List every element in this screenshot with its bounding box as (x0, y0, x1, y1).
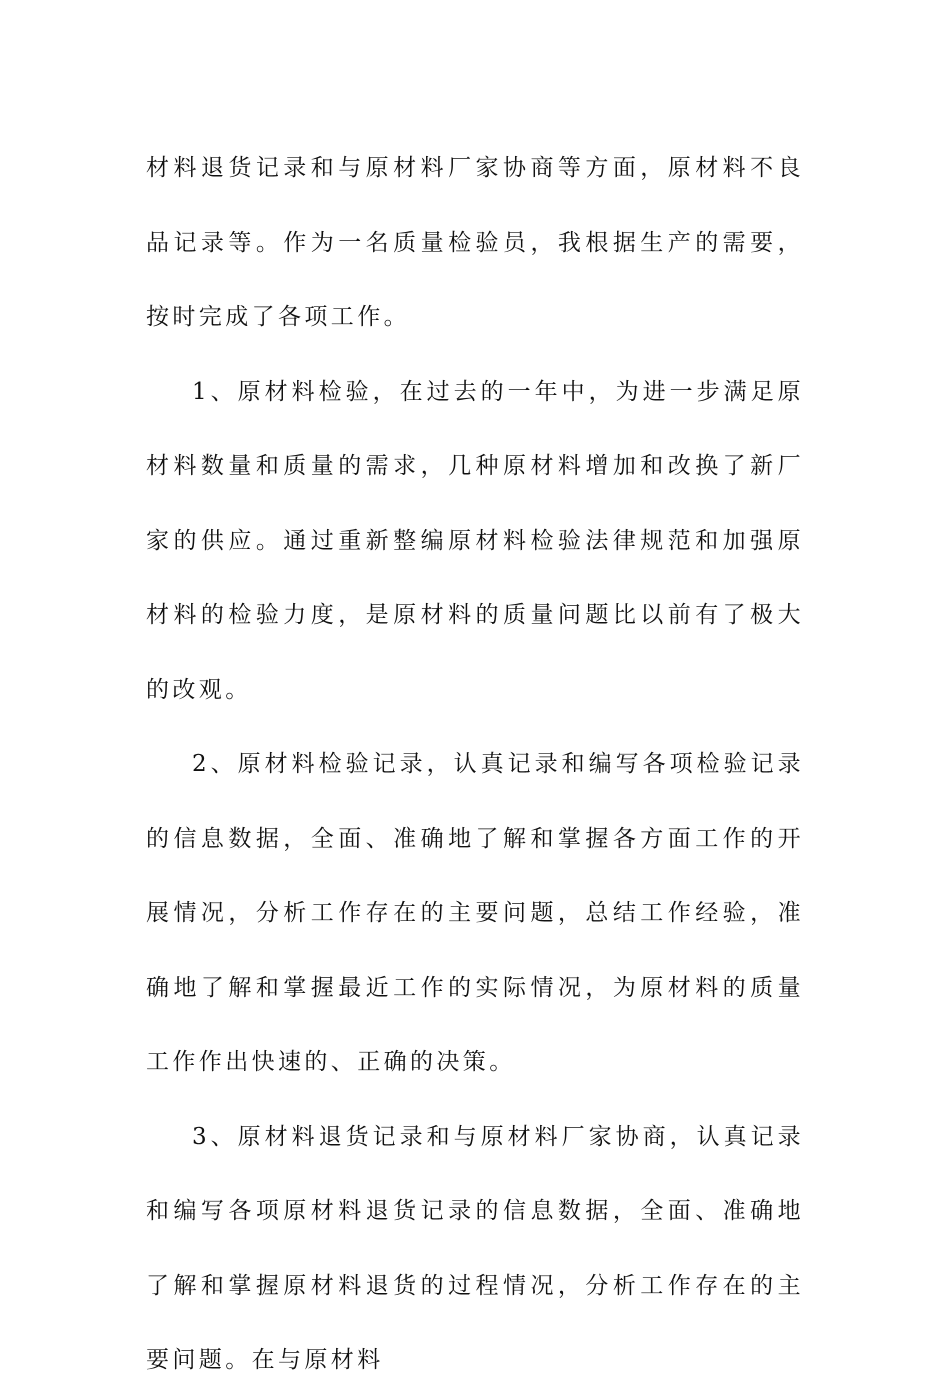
paragraph-inspection-records: 2、原材料检验记录，认真记录和编写各项检验记录的信息数据，全面、准确地了解和掌握各方面工作的开展情况，分析工作存在的主要问题，总结工作经验，准确地了解和掌握最近工作的实际情况，为原材料的质量工作作出快速的、正确的决策。 (146, 751, 804, 1075)
document-body (146, 131, 804, 1398)
paragraph-raw-material-inspection: 1、原材料检验，在过去的一年中，为进一步满足原材料数量和质量的需求，几种原材料增加和改换了新厂家的供应。通过重新整编原材料检验法律规范和加强原材料的检验力度，是原材料的质量问题比以前有了极大的改观。 (146, 378, 804, 703)
paragraph-return-records: 3、原材料退货记录和与原材料厂家协商，认真记录和编写各项原材料退货记录的信息数据，全面、准确地了解和掌握原材料退货的过程情况，分析工作存在的主要问题。在与原材料 (146, 1123, 804, 1373)
paragraph-continuation: 材料退货记录和与原材料厂家协商等方面，原材料不良品记录等。作为一名质量检验员，我根据生产的需要，按时完成了各项工作。 (146, 155, 804, 330)
